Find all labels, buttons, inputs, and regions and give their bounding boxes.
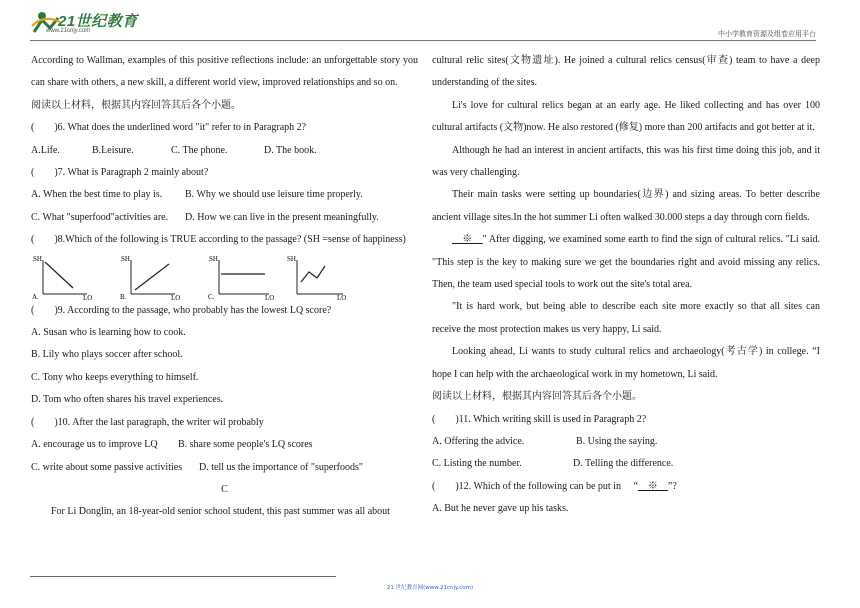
question-11: ( )11. Which writing skill is used in Paragraph 2? <box>432 413 647 425</box>
chart-a-line <box>45 262 73 288</box>
footer-text: 21 世纪教育网(www.21cnjy.com) <box>386 585 474 591</box>
question-6: ( )6. What does the underlined word "it" refer to in Paragraph 2? <box>31 122 307 134</box>
question-8: ( )8.Which of the following is TRUE according to the passage? (SH =sense of happiness) <box>31 234 406 246</box>
instruction-text: 阅读以上材料，根据其内容回答其后各个小题。 <box>31 99 241 111</box>
q7-option-a: A. When the best time to play is. <box>31 189 163 201</box>
question-7-options-cd <box>31 207 418 229</box>
passage-paragraph-5 <box>432 229 820 296</box>
question-12 <box>432 476 820 498</box>
q9-option-b: B. Lily who plays soccer after school. <box>31 349 183 361</box>
q10-option-b: B. share some people's LQ scores <box>178 439 313 451</box>
q11-option-a: A. Offering the advice. <box>432 435 525 447</box>
question-12-end: ”? <box>667 480 677 492</box>
q6-option-c: C. The phone. <box>171 144 228 156</box>
question-11-options-ab <box>432 431 820 453</box>
question-7-options-ab <box>31 184 418 206</box>
header-platform-name: 中小学教育资源及组卷应用平台 <box>718 30 816 38</box>
q10-option-d: D. tell us the importance of "superfoods" <box>199 461 363 473</box>
chart-a-y-label: SH <box>33 254 42 263</box>
right-column <box>432 50 820 521</box>
question-10-options-ab <box>31 434 418 456</box>
question-7: ( )7. What is Paragraph 2 mainly about? <box>31 167 209 179</box>
q10-option-c: C. write about some passive activities <box>31 461 183 473</box>
q6-option-d: D. The book. <box>264 144 317 156</box>
chart-a-x-label: LQ <box>83 293 93 300</box>
logo-text: 21世纪教育 <box>58 13 138 30</box>
question-6-options <box>31 140 418 162</box>
chart-b-line <box>135 264 169 290</box>
chart-d <box>285 254 355 300</box>
passage-paragraph-5-text: " After digging, we examined some earth to find the sign of cultural relics. "Li said. "This step is the key to making sure we get the boundaries right and avoid missing any relics. Then, the team used special tools to work out the site's total area. <box>432 234 820 291</box>
q6-option-b: B.Leisure. <box>92 144 134 156</box>
q9-option-c: C. Tony who keeps everything to himself. <box>31 371 199 383</box>
passage-paragraph-4: Their main tasks were setting up boundaries(边界) and sizing areas. To better describe ancient village sites.In the hot summer Li often walked 30.000 steps a day through corn fields. <box>432 189 820 223</box>
q7-option-c: C. What "superfood"activities are. <box>31 211 169 223</box>
chart-b-x-label: LQ <box>171 293 181 300</box>
instruction-text-right: 阅读以上材料，根据其内容回答其后各个小题。 <box>432 391 642 403</box>
q9-option-a: A. Susan who is learning how to cook. <box>31 327 186 339</box>
passage-c-opening: For Li Donglin, an 18-year-old senior school student, this past summer was all about <box>51 506 390 518</box>
passage-paragraph-3: Although he had an interest in ancient artifacts, this was his first time doing this job, and it was very challenging. <box>432 144 820 179</box>
chart-d-y-label: SH <box>287 254 296 263</box>
chart-b-option-label: B. <box>120 292 127 300</box>
question-12-text: ( )12. Which of the following can be put in “ <box>432 480 638 492</box>
logo-url: www.21cnjy.com <box>46 28 91 34</box>
answer-blank: ※ <box>452 234 483 246</box>
left-column <box>31 50 418 524</box>
chart-a-option-label: A. <box>32 292 39 300</box>
chart-b-y-label: SH <box>121 254 130 263</box>
chart-a <box>31 254 101 300</box>
q11-option-c: C. Listing the number. <box>432 458 522 470</box>
q11-option-d: D. Telling the difference. <box>573 458 674 470</box>
question-11-options-cd <box>432 453 820 475</box>
q9-option-d: D. Tom who often shares his travel experiences. <box>31 394 224 406</box>
q11-option-b: B. Using the saying. <box>576 435 658 447</box>
question-10-options-cd <box>31 457 418 479</box>
q6-option-a: A.Life. <box>31 144 60 156</box>
chart-c <box>207 254 277 300</box>
header-divider <box>30 40 816 41</box>
q12-option-a: A. But he never gave up his tasks. <box>432 503 569 515</box>
question-9: ( )9. According to the passage, who probably has the lowest LQ score? <box>31 304 332 316</box>
question-10: ( )10. After the last paragraph, the writer wil probably <box>31 416 264 428</box>
chart-c-y-label: SH <box>209 254 218 263</box>
passage-paragraph-6: "It is hard work, but being able to describe each site more exactly so that all sites can receive the most protection makes us very happy, Li said. <box>432 301 820 335</box>
footer-divider <box>30 576 336 577</box>
q7-option-d: D. How we can live in the present meaningfully. <box>185 211 379 223</box>
passage-paragraph-2: Li's love for cultural relics began at an early age. He liked collecting and has over 100 cultural artifacts (文物)now. He also restored (修复) more than 200 artifacts and got better at it. <box>432 99 820 134</box>
chart-d-x-label: LQ <box>337 293 347 300</box>
question-12-blank: ※ <box>637 480 668 492</box>
chart-d-line <box>301 266 325 282</box>
q10-option-a: A. encourage us to improve LQ <box>31 439 158 451</box>
intro-paragraph: According to Wallman, examples of this positive reflections include: an unforgettable story you can share with others, a new skill, a different world view, improved relationships and so on. <box>31 55 418 89</box>
chart-b <box>119 254 189 300</box>
passage-paragraph-1: cultural relic sites(文物遗址). He joined a cultural relics census(审查) team to have a deep understanding of the sites. <box>432 55 820 89</box>
q7-option-b: B. Why we should use leisure time properly. <box>185 189 363 201</box>
section-heading-c: C <box>221 483 228 495</box>
passage-paragraph-7: Looking ahead, Li wants to study cultural relics and archaeology(考古学) in college. “I hope I can help with the archaeological work in my hometown, Li said. <box>432 346 820 380</box>
chart-c-option-label: C. <box>208 292 215 300</box>
chart-c-x-label: LQ <box>265 293 275 300</box>
question-8-charts <box>31 254 418 300</box>
